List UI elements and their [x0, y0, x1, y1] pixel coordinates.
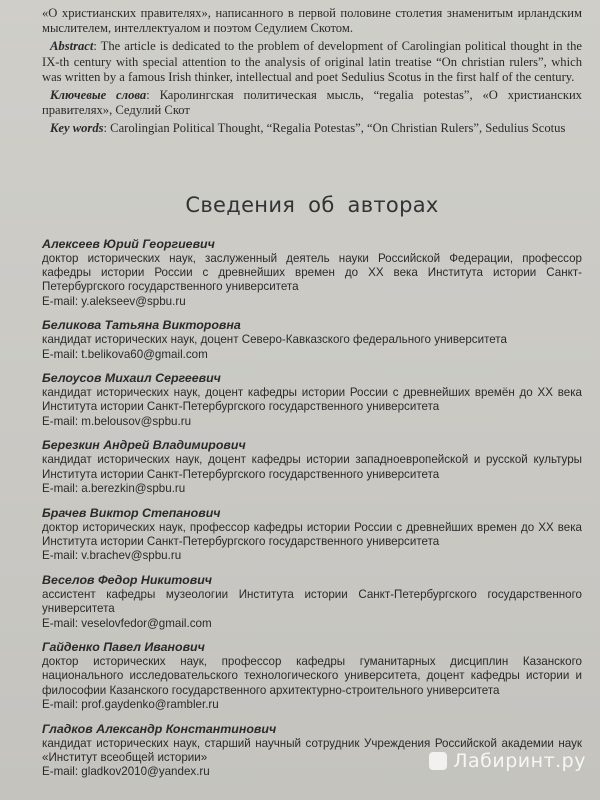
- labirint-logo-icon: [429, 752, 447, 770]
- author-email: E-mail: v.brachev@spbu.ru: [42, 549, 182, 563]
- author-name: Гайденко Павел Иванович: [42, 639, 205, 654]
- watermark-text: Лабиринт.ру: [453, 750, 586, 772]
- author-name: Веселов Федор Никитович: [42, 572, 212, 587]
- author-entry: [42, 640, 582, 713]
- author-name: Березкин Андрей Владимирович: [42, 438, 246, 453]
- author-description: кандидат исторических наук, старший научный сотрудник Учреждения Российской академии наук «Институт всеобщей истории»: [42, 736, 582, 764]
- page-content: [42, 6, 582, 789]
- keywords-en-paragraph: [42, 121, 582, 136]
- author-description: ассистент кафедры музеологии Института истории Санкт-Петербургского государственного университета: [42, 587, 582, 616]
- authors-list: [42, 237, 582, 780]
- keywords-ru-label: Ключевые слова: [50, 88, 147, 103]
- author-entry: [42, 371, 582, 429]
- author-email: E-mail: a.berezkin@spbu.ru: [42, 482, 186, 496]
- author-description: доктор исторических наук, профессор кафедры гуманитарных дисциплин Казанского национального исследовательского технологического университета, доцент кафедры истории и философии Казанского государственного архитектурно-строительного университета: [42, 654, 582, 697]
- keywords-en-label: Key words: [50, 121, 104, 136]
- author-email: E-mail: t.belikova60@gmail.com: [42, 347, 208, 361]
- author-name: Брачев Виктор Степанович: [42, 505, 221, 520]
- author-description: кандидат исторических наук, доцент кафедры истории западноевропейской и русской культуры Института истории Санкт-Петербургского государственного университета: [42, 453, 582, 481]
- author-email: E-mail: veselovfedor@gmail.com: [42, 616, 212, 630]
- author-entry: [42, 318, 582, 362]
- author-name: Беликова Татьяна Викторовна: [42, 318, 241, 333]
- author-description: доктор исторических наук, заслуженный деятель науки Российской Федерации, профессор кафедры истории России с древнейших времен до XX века Института истории Санкт-Петербургского государственного университета: [42, 251, 582, 294]
- author-email: E-mail: y.alekseev@spbu.ru: [42, 294, 186, 308]
- abstract-text: : The article is dedicated to the problem of development of Carolingian political thought in the IX-th century with special attention to the analysis of original latin treatise “On christian rulers”, which was written by a famous Irish thinker, intellectual and poet Sedulius Scotus in the first half of the century.: [42, 39, 582, 84]
- author-name: Белоусов Михаил Сергеевич: [42, 371, 221, 386]
- author-description: доктор исторических наук, профессор кафедры истории России с древнейших времен до XX века Института истории Санкт-Петербургского государственного университета: [42, 520, 582, 548]
- author-entry: [42, 573, 582, 631]
- author-email: E-mail: prof.gaydenko@rambler.ru: [42, 698, 219, 712]
- author-description: кандидат исторических наук, доцент Северо-Кавказского федерального университета: [42, 333, 507, 347]
- keywords-en-text: : Carolingian Political Thought, “Regalia Potestas”, “On Christian Rulers”, Sedulius Scotus: [103, 121, 566, 136]
- labirint-watermark: [429, 750, 586, 772]
- author-name: Гладков Александр Константинович: [42, 721, 277, 736]
- author-name: Алексеев Юрий Георгиевич: [42, 236, 215, 251]
- intro-paragraph: «О христианских правителях», написанного в первой половине столетия знаменитым ирландским мыслителем, интеллектуалом и поэтом Седулием Скотом.: [42, 6, 582, 36]
- author-email: E-mail: m.belousov@spbu.ru: [42, 414, 192, 428]
- keywords-ru-text: : Каролингская политическая мысль, “regalia potestas”, «О христианских правителях», Седулий Скот: [42, 88, 582, 118]
- author-entry: [42, 438, 582, 496]
- abstract-paragraph: [42, 39, 582, 85]
- author-entry: [42, 237, 582, 310]
- keywords-ru-paragraph: [42, 88, 582, 118]
- author-description: кандидат исторических наук, доцент кафедры истории России с древнейших времён до XX века Института истории Санкт-Петербургского государственного университета: [42, 386, 582, 414]
- abstract-label: Abstract: [50, 39, 94, 54]
- section-title: Сведения об авторах: [185, 192, 439, 217]
- author-entry: [42, 506, 582, 564]
- author-email: E-mail: gladkov2010@yandex.ru: [42, 765, 210, 779]
